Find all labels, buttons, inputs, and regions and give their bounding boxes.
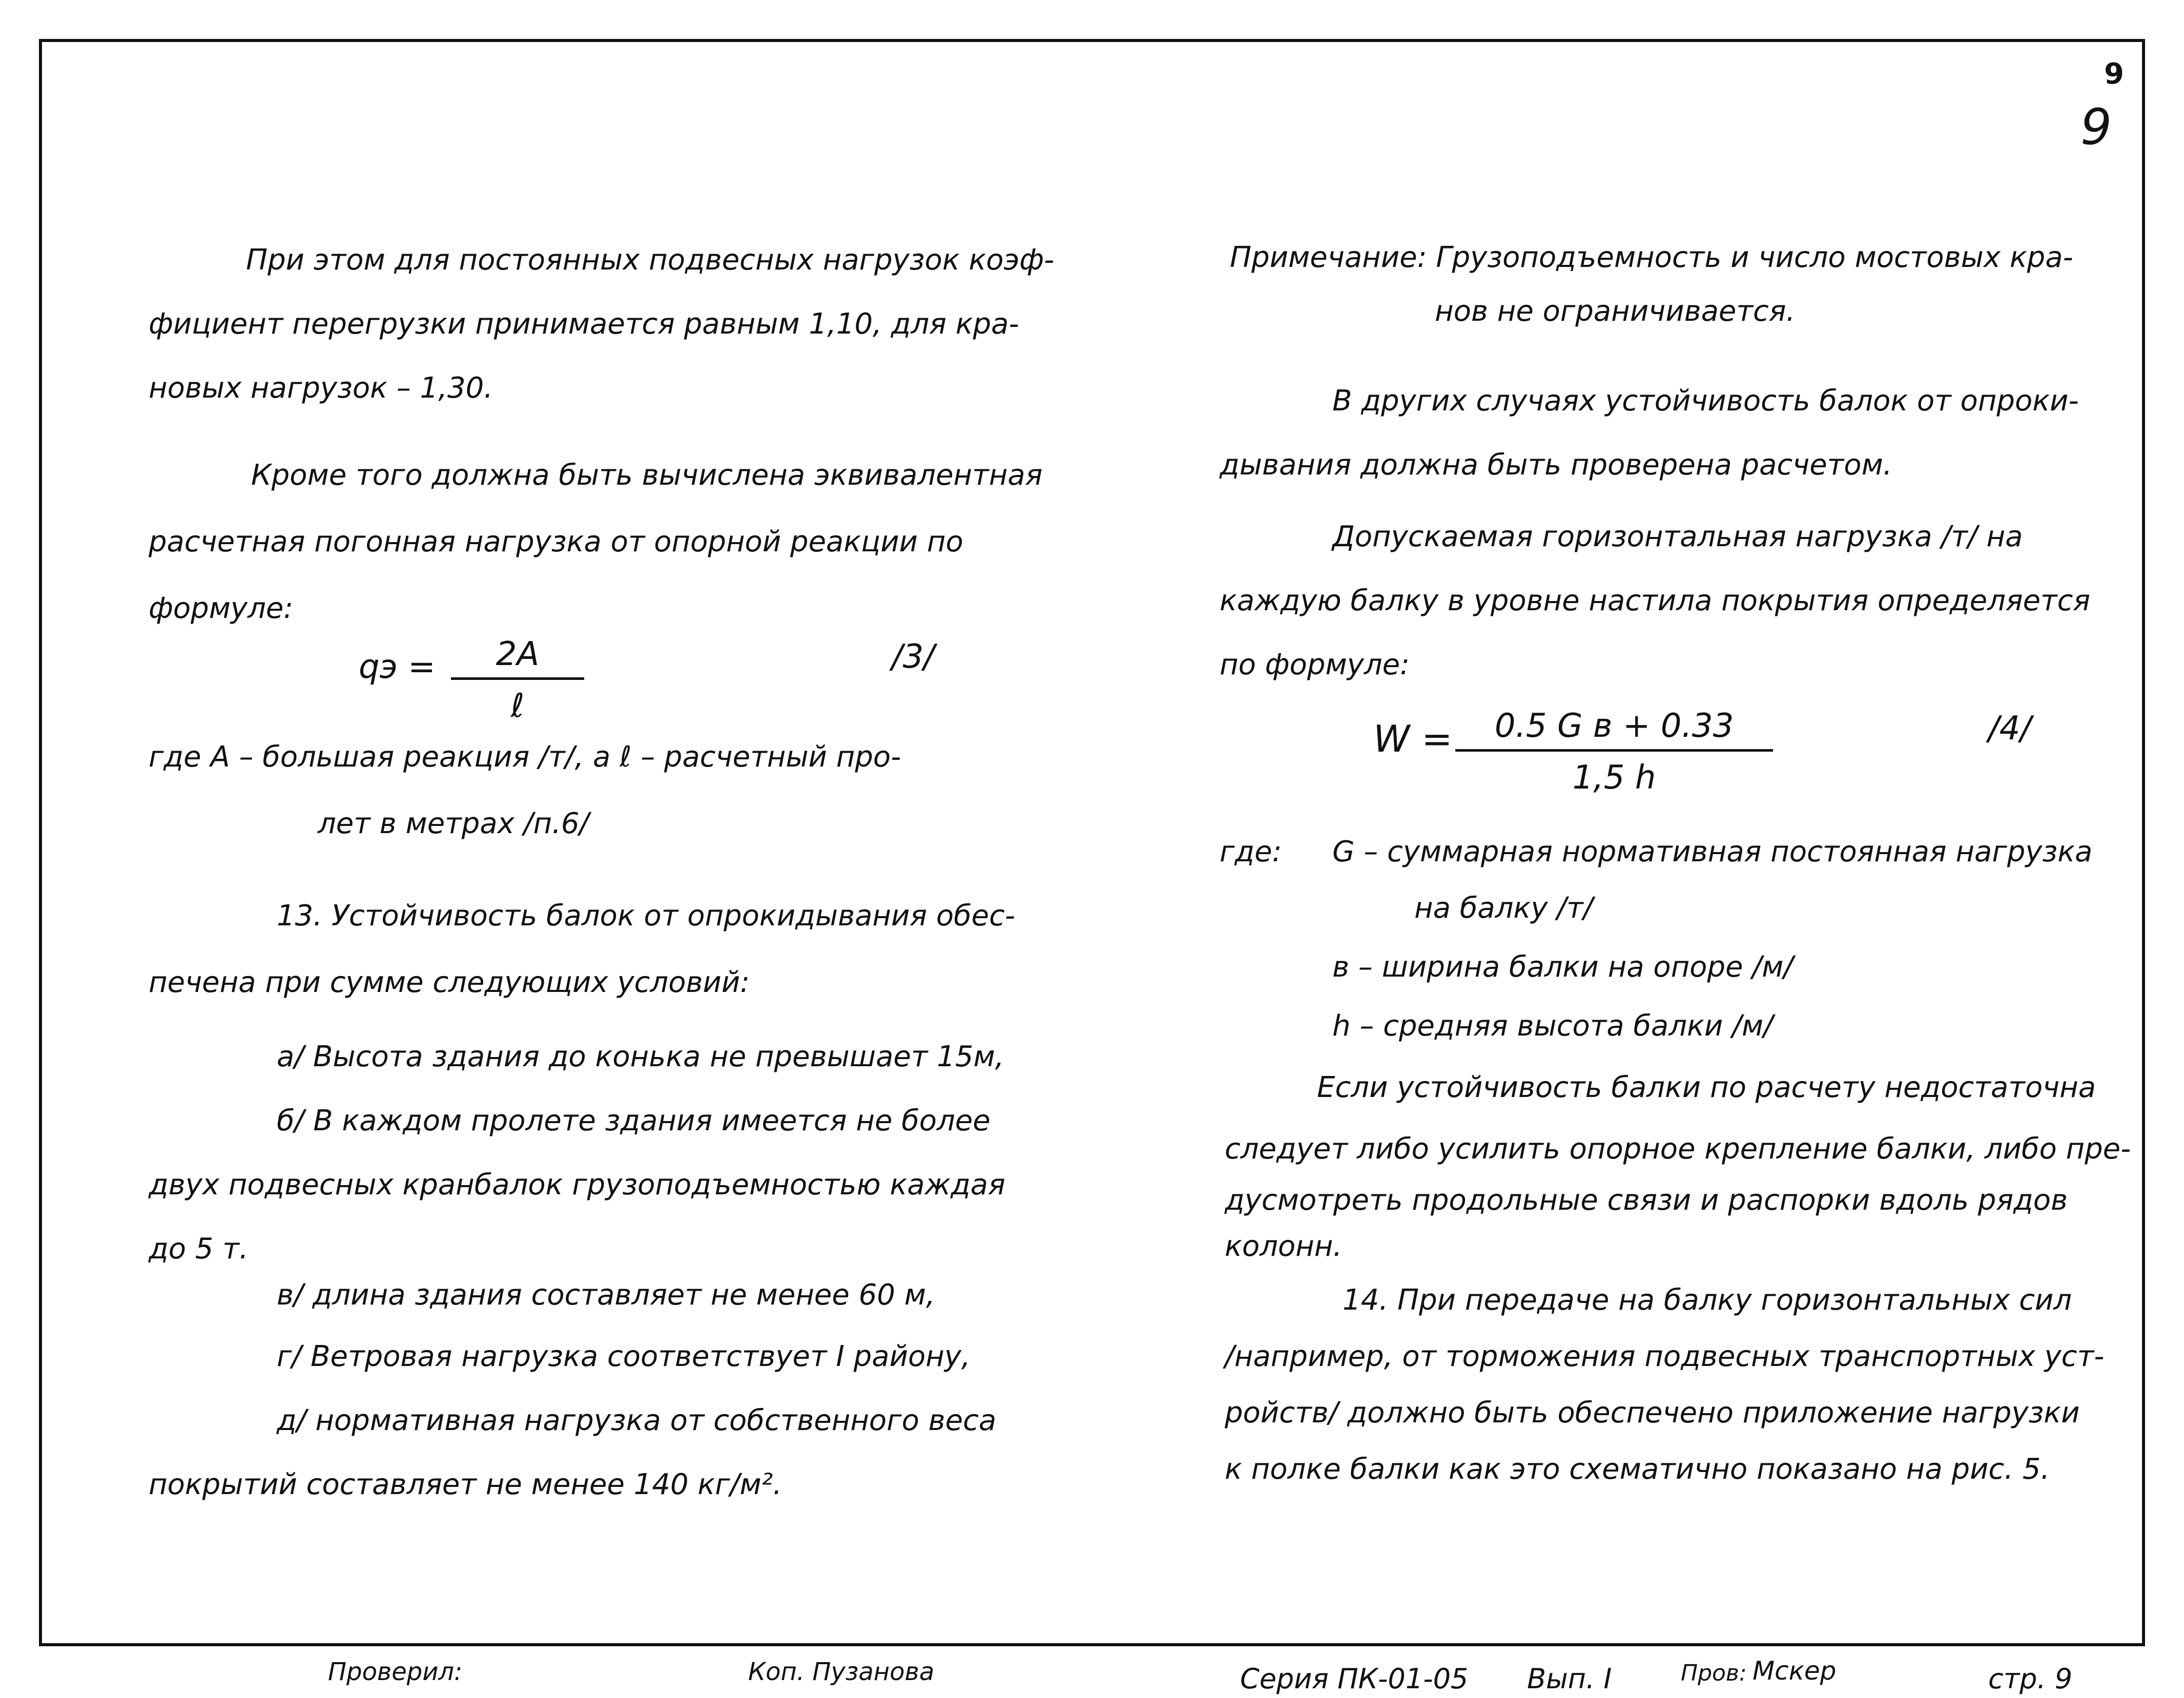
footer-series: Серия ПК-01-05 <box>1240 1663 1469 1695</box>
paragraph-line: ройств/ должно быть обеспечено приложение нагрузки <box>1225 1396 2080 1430</box>
paragraph-line: каждую балку в уровне настила покрытия определяется <box>1220 584 2091 617</box>
paragraph-line: Допускаемая горизонтальная нагрузка /т/ на <box>1332 520 2023 553</box>
condition-a: а/ Высота здания до конька не превышает 15м, <box>277 1040 1004 1073</box>
footer-checked: Проверил: <box>328 1658 463 1686</box>
footer-page: стр. 9 <box>1988 1663 2073 1695</box>
paragraph-line: Кроме того должна быть вычислена эквивалентная <box>251 459 1043 492</box>
paragraph-line: колонн. <box>1225 1230 1343 1263</box>
paragraph-line: формуле: <box>149 592 294 625</box>
formula-reference: /3/ <box>892 638 935 676</box>
formula-lhs: qэ = <box>359 648 436 686</box>
paragraph-line: новых нагрузок – 1,30. <box>149 371 493 405</box>
paragraph-line: двух подвесных кранбалок грузоподъемностью каждая <box>149 1168 1005 1202</box>
condition-d: д/ нормативная нагрузка от собственного веса <box>277 1404 997 1437</box>
where-h: h – средняя высота балки /м/ <box>1332 1009 1774 1043</box>
formula-fraction <box>451 635 584 725</box>
paragraph-line: где A – большая реакция /т/, а ℓ – расчетный про- <box>149 740 901 774</box>
paragraph-line: дусмотреть продольные связи и распорки вдоль рядов <box>1225 1184 2068 1217</box>
paragraph-line: фициент перегрузки принимается равным 1,10, для кра- <box>149 307 1019 341</box>
formula-lhs: W = <box>1373 717 1453 760</box>
where-g-cont: на балку /т/ <box>1414 892 1593 925</box>
condition-b: б/ В каждом пролете здания имеется не более <box>277 1104 991 1137</box>
paragraph-line: лет в метрах /п.6/ <box>318 807 589 840</box>
page-number-small: 9 <box>2104 57 2124 91</box>
footer-copied: Коп. Пузанова <box>748 1658 935 1686</box>
note-line: Примечание: Грузоподъемность и число мостовых кра- <box>1230 241 2073 274</box>
paragraph-line: расчетная погонная нагрузка от опорной реакции по <box>149 525 963 558</box>
where-label: где: <box>1220 835 1282 868</box>
paragraph-line: следует либо усилить опорное крепление балки, либо пре- <box>1225 1132 2131 1166</box>
formula-fraction <box>1455 707 1773 797</box>
paragraph-line: 13. Устойчивость балок от опрокидывания обес- <box>277 899 1016 933</box>
paragraph-line: Если устойчивость балки по расчету недостаточна <box>1317 1071 2096 1104</box>
paragraph-line: В других случаях устойчивость балок от опроки- <box>1332 384 2079 418</box>
condition-g: г/ Ветровая нагрузка соответствует I району, <box>277 1340 971 1373</box>
formula-reference: /4/ <box>1988 710 2031 748</box>
paragraph-line: покрытий составляет не менее 140 кг/м². <box>149 1468 782 1501</box>
paragraph-line: печена при сумме следующих условий: <box>149 966 750 999</box>
note-line: нов не ограничивается. <box>1435 295 1796 328</box>
paragraph-line: дывания должна быть проверена расчетом. <box>1220 448 1892 482</box>
formula-denominator: ℓ <box>510 687 525 725</box>
paragraph-line: /например, от торможения подвесных транспортных уст- <box>1225 1340 2105 1373</box>
footer-issue: Вып. I <box>1527 1663 1612 1695</box>
where-g: G – суммарная нормативная постоянная нагрузка <box>1332 835 2093 868</box>
formula-denominator: 1,5 h <box>1572 759 1656 797</box>
condition-v: в/ длина здания составляет не менее 60 м, <box>277 1278 935 1312</box>
page-number-large: 9 <box>2080 98 2112 156</box>
paragraph-line: к полке балки как это схематично показано на рис. 5. <box>1225 1453 2050 1486</box>
paragraph-line: до 5 т. <box>149 1232 249 1266</box>
paragraph-line: по формуле: <box>1220 648 1410 681</box>
footer-signature: Мскер <box>1753 1656 1837 1686</box>
formula-numerator: 0.5 G в + 0.33 <box>1455 707 1773 752</box>
paragraph-line: При этом для постоянных подвесных нагрузок коэф- <box>246 243 1055 277</box>
where-b: в – ширина балки на опоре /м/ <box>1332 950 1794 984</box>
formula-numerator: 2A <box>451 635 584 680</box>
footer-prov: Пров: <box>1681 1660 1747 1686</box>
paragraph-line: 14. При передаче на балку горизонтальных сил <box>1343 1283 2072 1317</box>
